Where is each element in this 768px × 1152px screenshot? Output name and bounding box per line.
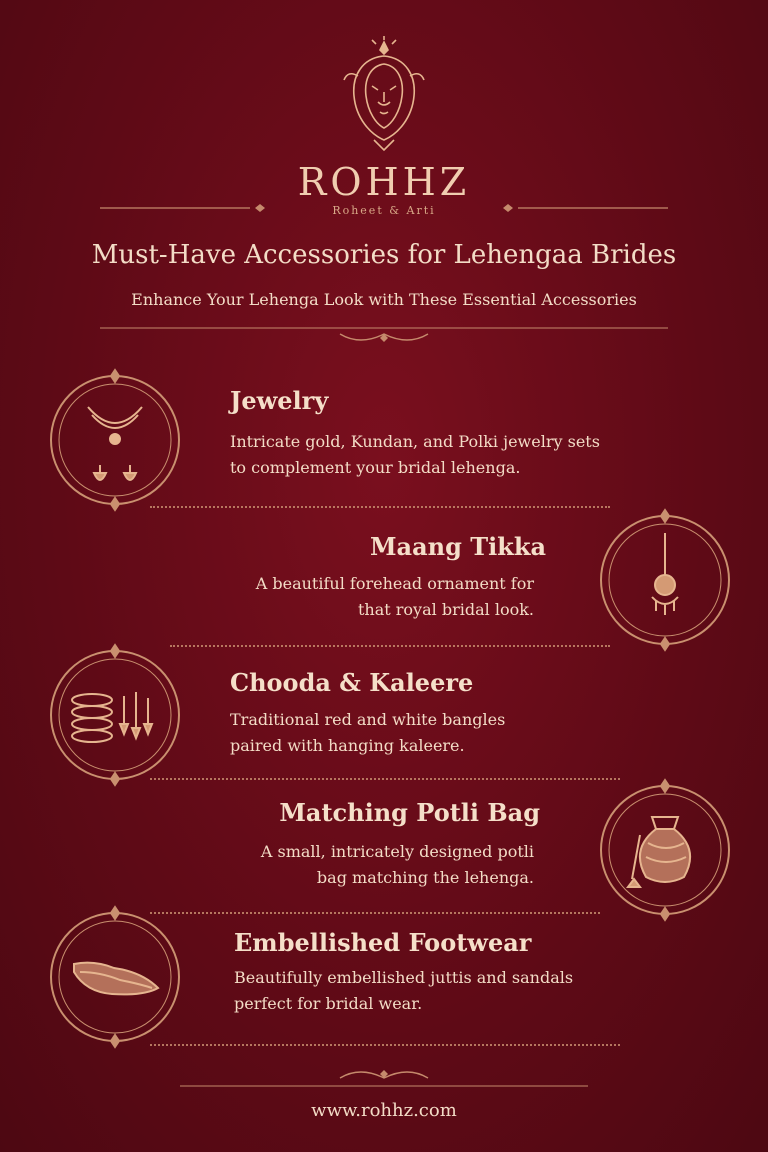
page-title: Must-Have Accessories for Lehengaa Brides — [91, 240, 677, 270]
dotted-divider — [150, 506, 610, 508]
item-title-jewelry: Jewelry — [230, 386, 329, 415]
item-desc-chooda-kaleere-line2: paired with hanging kaleere. — [230, 736, 465, 755]
jewelry-medallion — [40, 365, 190, 515]
item-desc-footwear-line1: Beautifully embellished juttis and sandals — [234, 968, 574, 987]
potli-bag-medallion — [590, 775, 740, 925]
bangles-kaleere-icon — [72, 692, 152, 742]
dotted-divider — [150, 1044, 620, 1046]
dotted-divider — [150, 912, 600, 914]
item-desc-maang-tikka-line1: A beautiful forehead ornament for — [255, 574, 534, 593]
page-subtitle: Enhance Your Lehenga Look with These Essential Accessories — [131, 290, 637, 309]
item-title-footwear: Embellished Footwear — [234, 928, 532, 957]
brand-subtitle: Roheet & Arti — [332, 204, 436, 217]
dotted-divider — [150, 778, 620, 780]
item-title-maang-tikka: Maang Tikka — [369, 532, 546, 561]
footwear-medallion — [40, 902, 190, 1052]
necklace-earrings-icon — [88, 407, 142, 480]
chooda-kaleere-medallion — [40, 640, 190, 790]
item-desc-potli-bag-line2: bag matching the lehenga. — [316, 868, 534, 887]
item-desc-footwear-line2: perfect for bridal wear. — [234, 994, 423, 1013]
potli-bag-icon — [628, 817, 690, 887]
item-desc-jewelry-line2: to complement your bridal lehenga. — [230, 458, 521, 477]
item-desc-chooda-kaleere-line1: Traditional red and white bangles — [230, 710, 506, 729]
brand-name: ROHHZ — [297, 160, 471, 204]
maang-tikka-icon — [652, 533, 678, 615]
footer-divider — [180, 1064, 588, 1094]
item-desc-jewelry-line1: Intricate gold, Kundan, and Polki jewelry sets — [230, 432, 600, 451]
item-desc-maang-tikka-line2: that royal bridal look. — [357, 600, 534, 619]
item-desc-potli-bag-line1: A small, intricately designed potli — [260, 842, 534, 861]
lion-crest-logo-icon — [334, 36, 434, 156]
dotted-divider — [170, 645, 610, 647]
subtitle-divider — [100, 320, 668, 350]
item-title-chooda-kaleere: Chooda & Kaleere — [230, 668, 474, 697]
jutti-icon — [74, 963, 158, 995]
item-title-potli-bag: Matching Potli Bag — [279, 798, 540, 827]
maang-tikka-medallion — [590, 505, 740, 655]
website-link[interactable]: www.rohhz.com — [311, 1100, 457, 1121]
